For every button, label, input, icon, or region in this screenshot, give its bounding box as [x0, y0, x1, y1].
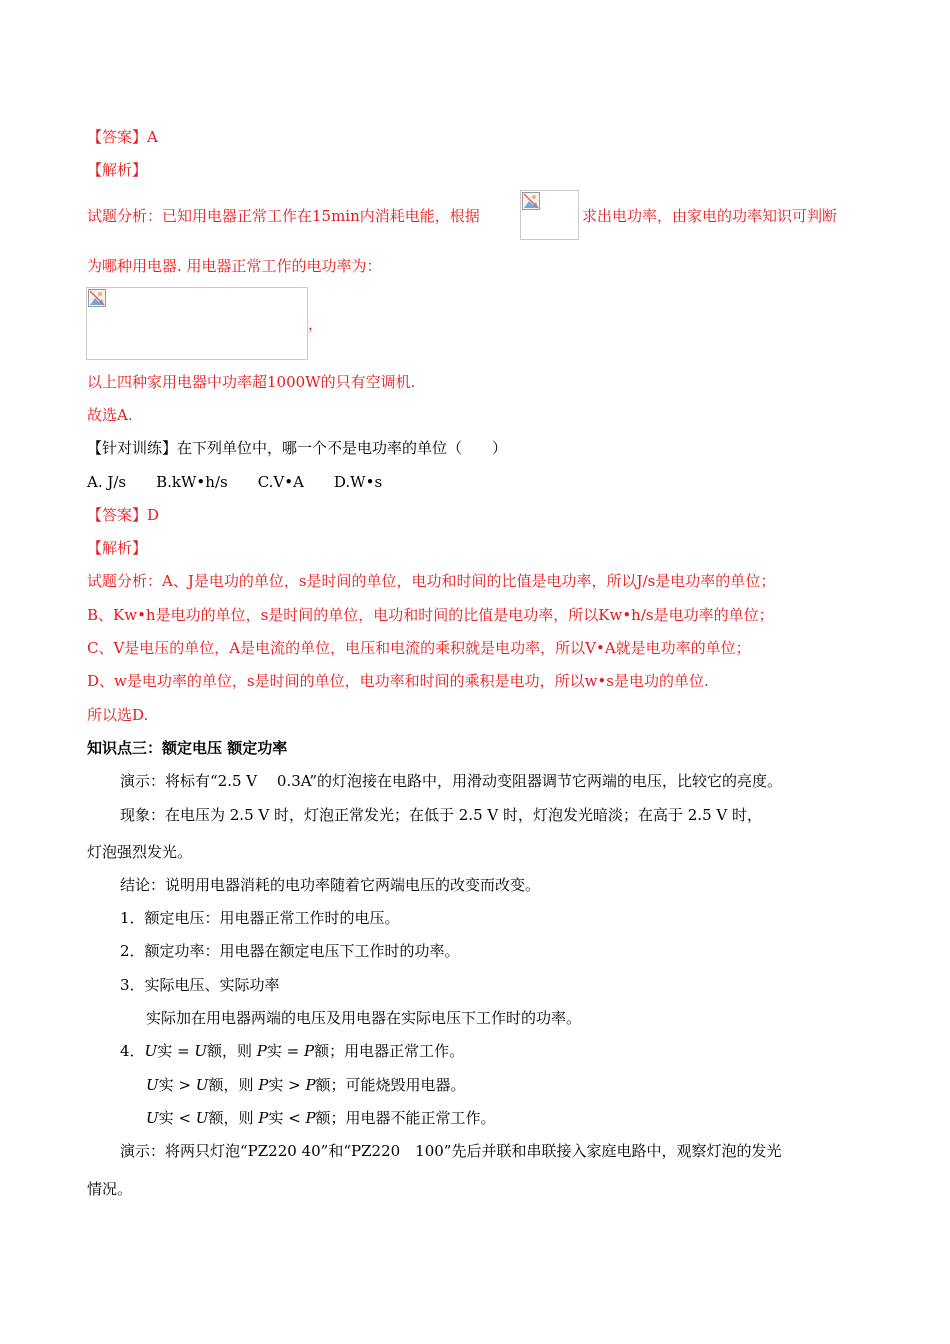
training-analysis-line: 试题分析：A、J是电功的单位，s是时间的单位，电功和时间的比值是电功率，所以J/s是电功率的单位；	[87, 572, 776, 590]
answer-conclusion: 故选A.	[87, 406, 133, 424]
operator: <	[283, 1109, 306, 1127]
list-item-actual: 3．实际电压、实际功率	[120, 976, 280, 994]
training-question: 【针对训练】在下列单位中，哪一个不是电功率的单位（ ）	[87, 439, 508, 457]
operator: <	[173, 1109, 196, 1127]
training-analysis-label: 【解析】	[87, 539, 148, 557]
text: 额；用电器正常工作。	[314, 1042, 465, 1060]
text: 额，则	[206, 1042, 257, 1060]
operator: =	[172, 1042, 195, 1060]
analysis-text-line-1b: 求出电功率，由家电的功率知识可判断	[582, 207, 838, 225]
broken-image-icon	[522, 192, 540, 210]
section-heading: 知识点三：额定电压 额定功率	[87, 739, 288, 757]
broken-image-icon	[88, 289, 106, 307]
symbol-u: U	[195, 1076, 209, 1094]
answer-label: 【答案】A	[87, 128, 158, 146]
symbol-p: P	[256, 1042, 267, 1060]
operator: >	[283, 1076, 306, 1094]
symbol-p: P	[305, 1076, 316, 1094]
training-analysis-line: D、w是电功率的单位，s是时间的单位，电功率和时间的乘积是电功，所以w•s是电功的单位.	[87, 672, 709, 690]
conclusion-text: 结论：说明用电器消耗的电功率随着它两端电压的改变而改变。	[120, 876, 541, 894]
analysis-label: 【解析】	[87, 161, 148, 179]
symbol-sub: 实	[268, 1076, 284, 1094]
phenomenon-text-a: 现象：在电压为 2.5 V 时，灯泡正常发光；在低于 2.5 V 时，灯泡发光暗淡；在高于 2.5 V 时，	[120, 806, 762, 824]
demo-text: 演示：将标有“2.5 V 0.3A”的灯泡接在电路中，用滑动变阻器调节它两端的电压，比较它的亮度。	[120, 772, 783, 790]
demo2-text-a: 演示：将两只灯泡“PZ220 40”和“PZ220 100”先后并联和串联接入家庭电路中，观察灯泡的发光	[120, 1142, 782, 1160]
relation-row	[120, 1041, 464, 1061]
formula-comma: ，	[308, 315, 324, 333]
formula-image-power	[520, 190, 579, 240]
text: 额；可能烧毁用电器。	[315, 1076, 466, 1094]
symbol-sub: 实	[158, 1076, 174, 1094]
training-analysis-line: B、Kw•h是电功的单位，s是时间的单位，电功和时间的比值是电功率，所以Kw•h/s是电功率的单位；	[87, 606, 774, 624]
symbol-u: U	[144, 1042, 158, 1060]
symbol-u: U	[146, 1076, 159, 1094]
analysis-text-line-1c: 为哪种用电器. 用电器正常工作的电功率为：	[87, 257, 382, 275]
symbol-p: P	[258, 1076, 269, 1094]
list-number: 4．	[120, 1042, 145, 1060]
symbol-sub: 实	[158, 1109, 174, 1127]
symbol-p: P	[303, 1042, 315, 1060]
operator: >	[173, 1076, 196, 1094]
symbol-sub: 实	[268, 1109, 284, 1127]
relation-row	[146, 1108, 496, 1128]
analysis-text-line-2: 以上四种家用电器中功率超1000W的只有空调机.	[87, 373, 416, 391]
phenomenon-text-b: 灯泡强烈发光。	[87, 843, 193, 861]
demo2-text-b: 情况。	[87, 1180, 133, 1198]
formula-image-calculation	[86, 287, 308, 360]
symbol-sub: 实	[266, 1042, 282, 1060]
training-options: A. J/s B.kW•h/s C.V•A D.W•s	[87, 473, 383, 491]
list-item-rated-voltage: 1．额定电压：用电器正常工作时的电压。	[120, 909, 400, 927]
operator: =	[281, 1042, 304, 1060]
list-item-actual-desc: 实际加在用电器两端的电压及用电器在实际电压下工作时的功率。	[146, 1009, 582, 1027]
symbol-p: P	[258, 1109, 269, 1127]
training-conclusion: 所以选D.	[87, 706, 149, 724]
symbol-p: P	[305, 1109, 316, 1127]
training-analysis-line: C、V是电压的单位，A是电流的单位，电压和电流的乘积就是电功率，所以V•A就是电功率的单位；	[87, 639, 751, 657]
analysis-text-line-1a: 试题分析：已知用电器正常工作在15min内消耗电能，根据	[87, 207, 480, 225]
relation-row	[146, 1075, 466, 1095]
training-answer: 【答案】D	[87, 506, 160, 524]
symbol-u: U	[194, 1042, 207, 1060]
symbol-u: U	[146, 1109, 159, 1127]
symbol-u: U	[195, 1109, 209, 1127]
text: 额，则	[208, 1109, 259, 1127]
symbol-sub: 实	[157, 1042, 173, 1060]
list-item-rated-power: 2．额定功率：用电器在额定电压下工作时的功率。	[120, 942, 460, 960]
text: 额；用电器不能正常工作。	[315, 1109, 496, 1127]
text: 额，则	[208, 1076, 259, 1094]
